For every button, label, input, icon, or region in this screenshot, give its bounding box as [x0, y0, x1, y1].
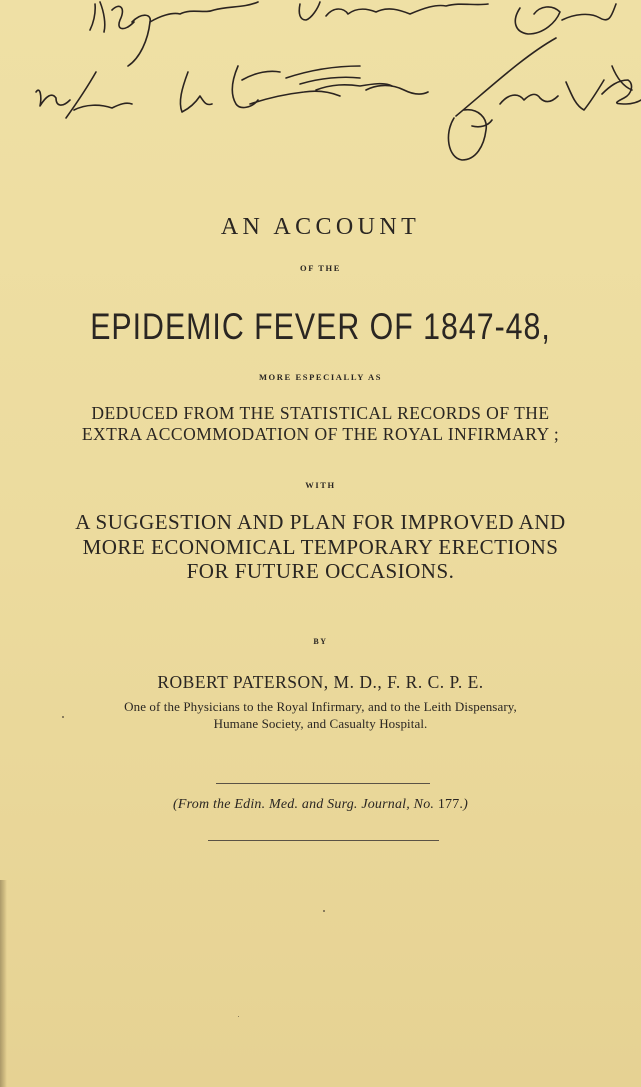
main-title: EPIDEMIC FEVER OF 1847-48,: [90, 306, 551, 347]
deduced-line: EXTRA ACCOMMODATION OF THE ROYAL INFIRMARY ;: [81, 424, 560, 444]
deduced-line: DEDUCED FROM THE STATISTICAL RECORDS OF THE: [91, 403, 550, 423]
source-text: From the Edin. Med. and Surg. Journal, No.: [177, 797, 435, 812]
suggestion-line: FOR FUTURE OCCASIONS.: [186, 559, 455, 583]
subheading-more-especially: MORE ESPECIALLY AS: [258, 372, 383, 382]
heading-an-account: AN ACCOUNT: [220, 214, 421, 240]
affiliation-line: One of the Physicians to the Royal Infirmary, and to the Leith Dispensary,: [124, 699, 517, 714]
handwritten-inscription: [0, 0, 641, 165]
suggestion-text: [0, 510, 641, 584]
suggestion-line: A SUGGESTION AND PLAN FOR IMPROVED AND: [75, 510, 566, 534]
subheading-by: BY: [313, 637, 328, 646]
suggestion-line: MORE ECONOMICAL TEMPORARY ERECTIONS: [82, 534, 559, 559]
affiliation-line: Humane Society, and Casualty Hospital.: [213, 715, 428, 731]
subheading-with: WITH: [305, 480, 336, 490]
divider-rule: [208, 840, 439, 841]
subheading-of-the: OF THE: [299, 263, 341, 273]
paper-speck: [238, 1016, 239, 1017]
source-citation: [0, 797, 641, 813]
author-name: ROBERT PATERSON, M. D., F. R. C. P. E.: [157, 672, 484, 692]
close-paren: ): [463, 797, 468, 812]
paper-speck: [323, 910, 325, 912]
author-affiliation: [0, 699, 641, 732]
open-paren: (: [173, 797, 178, 812]
deduced-text: [0, 403, 641, 445]
issue-number: 177.: [437, 797, 464, 812]
paper-speck: [62, 716, 64, 718]
divider-rule: [216, 783, 430, 784]
page-edge-shadow: [0, 880, 7, 1087]
